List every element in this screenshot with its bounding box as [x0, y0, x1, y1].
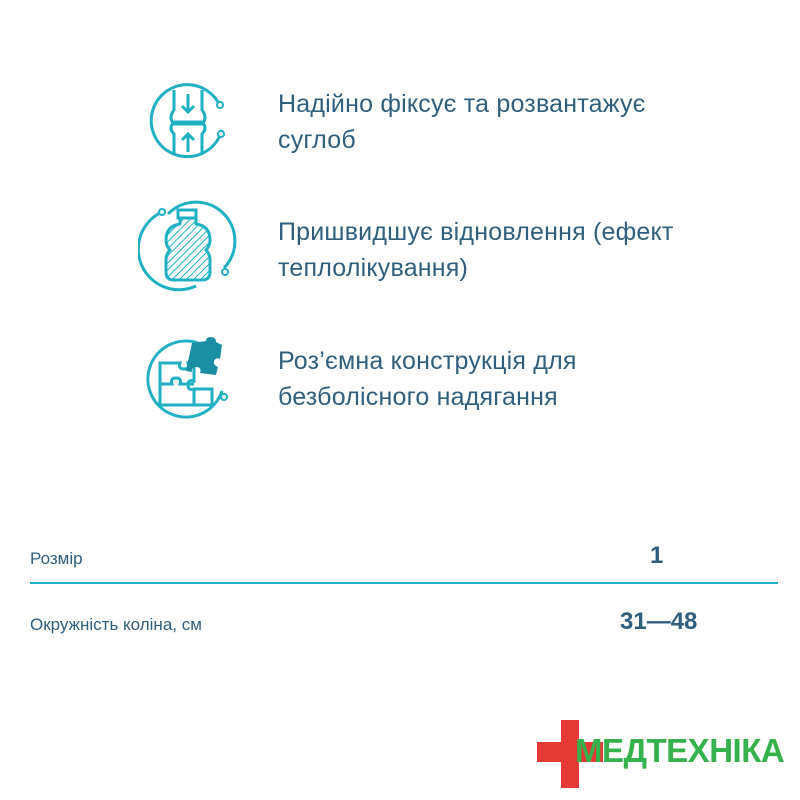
feature-text — [278, 343, 748, 415]
size-value: 1 — [650, 542, 664, 569]
hot-water-bottle-icon — [138, 200, 238, 300]
divider — [30, 582, 778, 584]
feature-line: теплолікування) — [278, 254, 469, 282]
size-label: Розмір — [30, 549, 83, 568]
feature-text — [278, 214, 748, 286]
circumference-value: 31—48 — [620, 608, 698, 635]
circumference-label: Окружність коліна, см — [30, 615, 202, 634]
feature-line: Пришвидшує відновлення (ефект — [278, 218, 674, 246]
feature-line: суглоб — [278, 126, 356, 154]
feature-line: безболісного надягання — [278, 383, 558, 411]
feature-line: Роз’ємна конструкція для — [278, 347, 577, 375]
feature-fixation — [0, 72, 800, 172]
feature-detachable — [0, 329, 800, 429]
spec-row-size — [30, 540, 780, 580]
brand-name: МЕДТЕХНІКА — [575, 732, 785, 769]
feature-line: Надійно фіксує та розвантажує — [278, 90, 646, 118]
spec-row-circumference — [30, 605, 780, 645]
feature-text — [278, 86, 748, 158]
puzzle-icon — [138, 329, 238, 429]
knee-joint-icon — [138, 72, 238, 172]
brand-logo — [535, 718, 795, 790]
feature-recovery — [0, 200, 800, 300]
